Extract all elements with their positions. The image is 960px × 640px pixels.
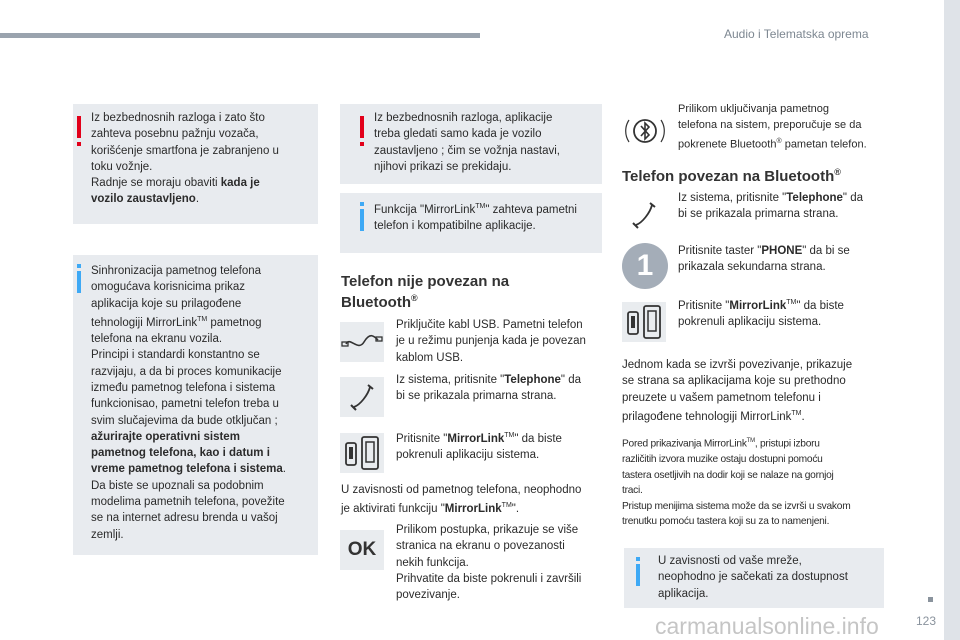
warning-box-1 [73, 104, 318, 224]
warning-icon [360, 116, 364, 138]
mirrorlink-icon [622, 302, 666, 342]
info-icon [360, 209, 364, 231]
connected-step-phone-text: Pritisnite taster "PHONE" da bi se prikazala sekundarna strana. [678, 245, 850, 274]
step-ok-text: Prilikom postupka, prikazuje se više stranica na ekranu o povezanosti nekih funkcija. Prihvatite da biste pokrenuli i završili povezivanje. [396, 524, 582, 602]
usb-cable-icon [340, 322, 384, 362]
step-usb-text: Priključite kabl USB. Pametni telefon je u režimu punjenja kada je povezan kablom USB. [396, 319, 586, 364]
mirrorlink-access-note: Pored prikazivanja MirrorLink™, pristupi izboru različitih izvora muzike ostaju dostupni pomoću tastera osetljivih na dodir koji se nalaze na gornjoj traci. Pristup menijima sistema može da se izvrši u svakom trenutku pomoću tastera koji su za to namenjeni. [622, 438, 851, 528]
page-edge-bar [944, 0, 960, 640]
info-box-3 [624, 548, 884, 608]
mirrorlink-icon-box [340, 433, 384, 473]
phone-key-badge: 1 [622, 243, 668, 289]
heading-connected: Telefon povezan na Bluetooth® [622, 167, 841, 185]
bluetooth-icon [622, 108, 668, 154]
info-icon [636, 564, 640, 586]
telephone-icon-box [340, 377, 384, 417]
step-telephone-text: Iz sistema, pritisnite "Telephone" da bi se prikazala primarna strana. [396, 374, 581, 403]
connected-step-telephone-text: Iz sistema, pritisnite "Telephone" da bi se prikazala primarna strana. [678, 192, 863, 221]
info-text-1: Sinhronizacija pametnog telefona omogućava korisnicima prikaz aplikacija koje su prilagođene tehnologiji MirrorLink™ pametnog telefona na ekranu vozila. Principi i standardi konstantno se razvijaju, a da bi proces komunikacije između pametnog telefona i sistema funkcionisao, pametni telefon treba u svim slučajevima da bude otključan ; ažurirajte operativni sistem pametnog telefona, kao i datum i vreme pametnog telefona i sistema. Da biste se upoznali sa podobnim modelima pametnih telefona, povežite se na internet adresu brenda u vašoj zemlji. [91, 265, 286, 541]
heading-not-connected: Telefon nije povezan na Bluetooth® [341, 273, 510, 311]
mirrorlink-activation-paragraph: U zavisnosti od pametnog telefona, neophodno je aktivirati funkciju "MirrorLink™". [341, 484, 582, 516]
section-title: Audio i Telematska oprema [724, 27, 869, 41]
header-bar [0, 33, 480, 38]
telephone-icon [340, 377, 384, 417]
info-icon [77, 271, 81, 293]
page-marker [928, 597, 933, 602]
ok-icon-box [340, 530, 384, 570]
mirrorlink-icon [340, 433, 384, 473]
warning-text-2: Iz bezbednosnih razloga, aplikacije treba gledati samo kada je vozilo zaustavljeno ; čim se vožnja nastavi, njihovi prikazi se prekidaju. [374, 112, 561, 173]
info-text-3: U zavisnosti od vaše mreže, neophodno je sačekati za dostupnost aplikacija. [658, 555, 848, 600]
mirrorlink-icon-box [622, 302, 666, 342]
info-text-2: Funkcija "MirrorLink™" zahteva pametni telefon i kompatibilne aplikacije. [374, 203, 577, 233]
telephone-icon [622, 195, 666, 235]
bluetooth-intro-text: Prilikom uključivanja pametnog telefona na sistem, preporučuje se da pokrenete Bluetooth® pametan telefon. [678, 103, 867, 151]
step-mirrorlink-text: Pritisnite "MirrorLink™" da biste pokrenuli aplikaciju sistema. [396, 432, 562, 462]
ok-icon: OK [347, 539, 377, 560]
watermark: carmanualsonline.info [655, 613, 879, 639]
usb-cable-icon-box [340, 322, 384, 362]
info-box-2 [340, 193, 602, 253]
connection-result-paragraph: Jednom kada se izvrši povezivanje, prikazuje se strana sa aplikacijama koje su prethodno preuzete u vašem pametnom telefonu i prilagođene tehnologiji MirrorLink™. [622, 359, 853, 423]
bluetooth-icon-box [622, 108, 668, 154]
warning-icon [77, 116, 81, 138]
page-number: 123 [916, 614, 937, 628]
warning-box-2 [340, 104, 602, 184]
connected-step-mirrorlink-text: Pritisnite "MirrorLink™" da biste pokrenuli aplikaciju sistema. [678, 299, 844, 329]
warning-text-1: Iz bezbednosnih razloga i zato što zahteva posebnu pažnju vozača, korišćenje smartfona je zabranjeno u toku vožnje. Radnje se moraju obaviti kada je vozilo zaustavljeno. [91, 112, 279, 206]
info-box-1 [73, 255, 318, 555]
telephone-icon-box [622, 195, 666, 235]
